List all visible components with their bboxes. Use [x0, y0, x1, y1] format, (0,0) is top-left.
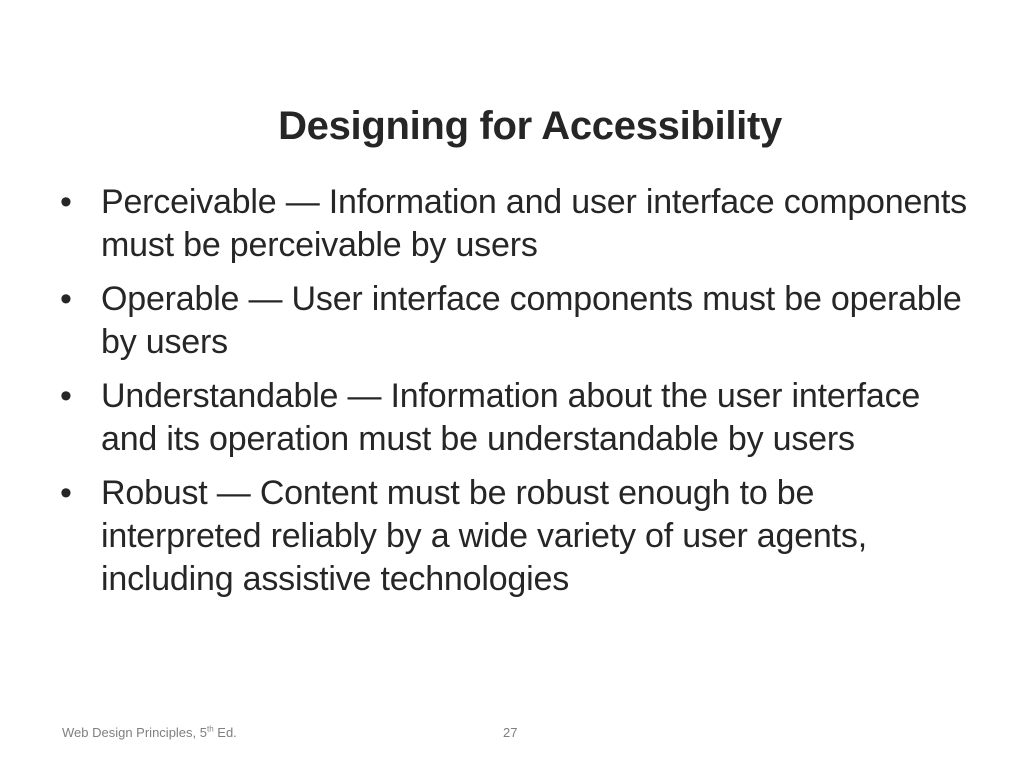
bullet-text: Robust — Content must be robust enough to be interpreted reliably by a wide variety of user agents, including assistive technologies	[101, 474, 867, 598]
footer-source-superscript: th	[207, 724, 214, 734]
footer-source-suffix: Ed.	[213, 725, 237, 740]
footer-source	[62, 724, 237, 742]
bullet-dot-icon: •	[60, 183, 72, 221]
bullet-dot-icon: •	[60, 280, 72, 318]
bullet-dot-icon: •	[60, 474, 72, 512]
bullet-dot-icon: •	[60, 377, 72, 415]
slide-title: Designing for Accessibility	[278, 104, 782, 148]
bullet-item-understandable	[60, 375, 980, 461]
bullet-item-robust	[60, 472, 980, 601]
bullet-text: Operable — User interface components must be operable by users	[101, 280, 962, 361]
bullet-item-operable	[60, 278, 980, 364]
bullet-list	[60, 181, 980, 612]
page-number: 27	[503, 725, 518, 740]
bullet-item-perceivable	[60, 181, 980, 267]
bullet-text: Perceivable — Information and user interface components must be perceivable by users	[101, 183, 967, 264]
bullet-text: Understandable — Information about the user interface and its operation must be understandable by users	[101, 377, 921, 458]
footer-source-prefix: Web Design Principles, 5	[62, 725, 207, 740]
